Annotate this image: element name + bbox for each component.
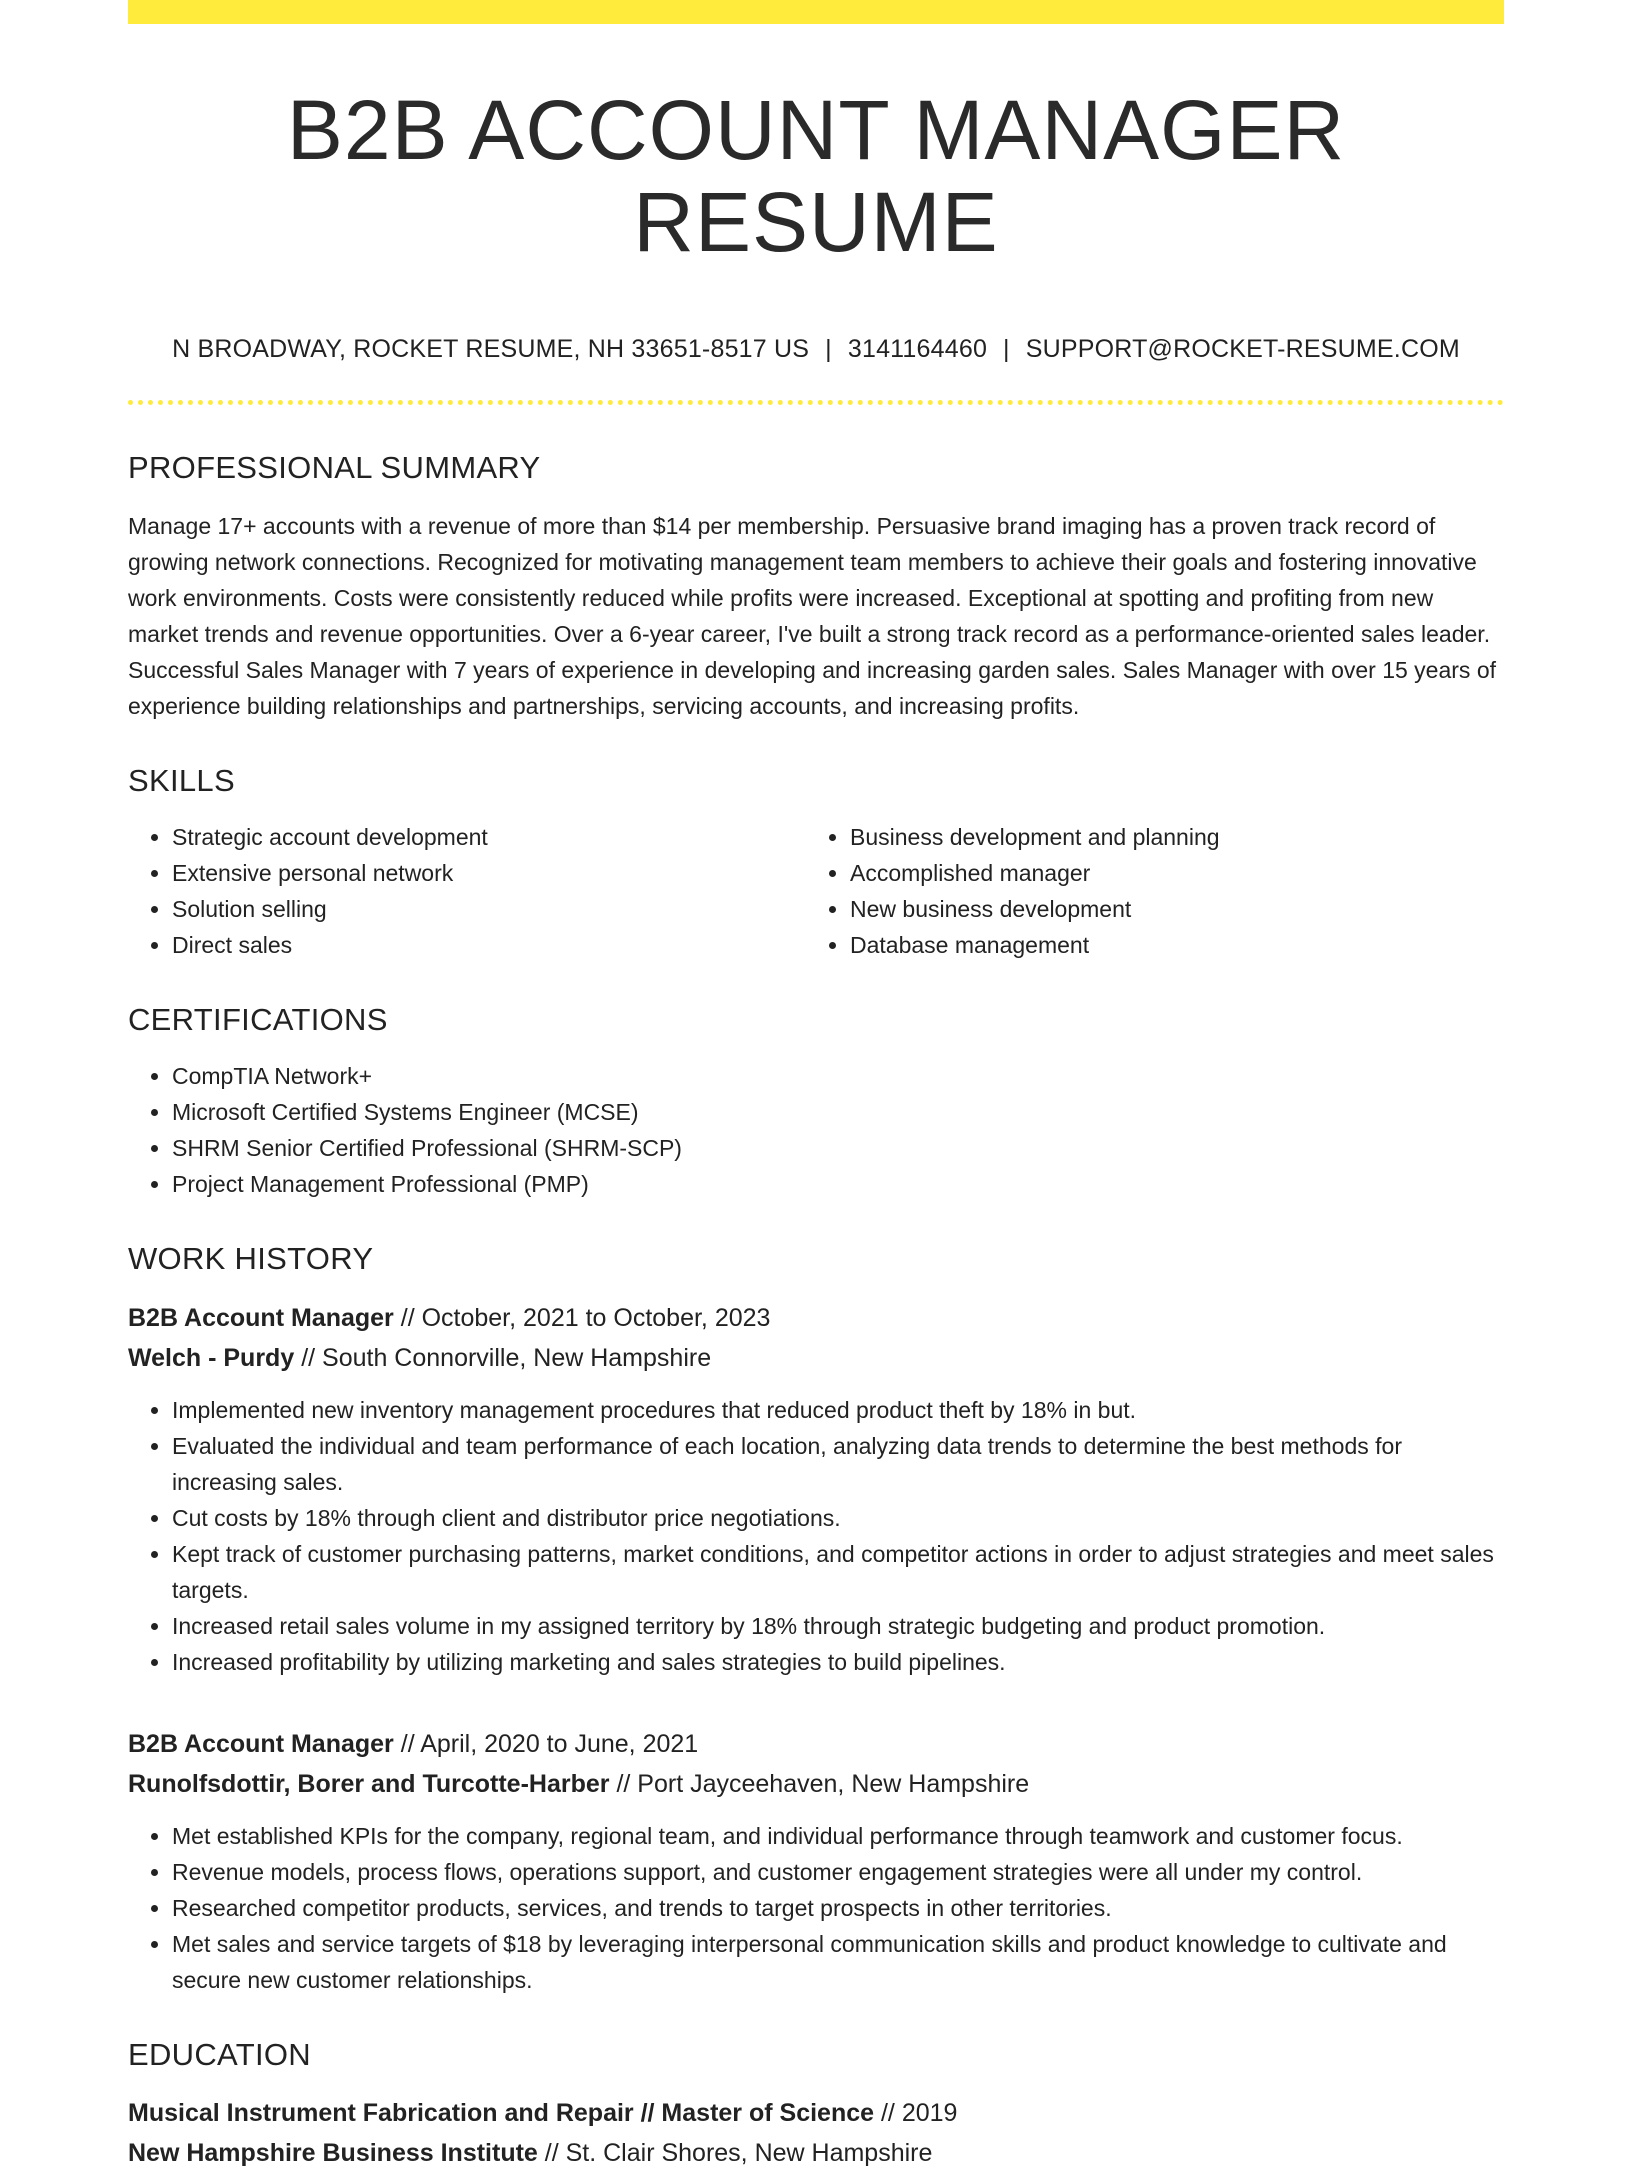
education-degree-line [128,2093,1504,2133]
job-title-line [128,1724,1504,1764]
education-year: // 2019 [874,2098,958,2127]
page-title: B2B ACCOUNT MANAGER RESUME [286,83,1346,270]
skills-column-left [128,819,806,963]
job-bullet: • Met established KPIs for the company, regional team, and individual performance through teamwork and customer focus. [172,1818,1504,1854]
work-history-heading: WORK HISTORY [128,1241,374,1277]
job-title: B2B Account Manager [128,1729,394,1758]
job-bullet: • Revenue models, process flows, operations support, and customer engagement strategies were all under my control. [172,1854,1504,1890]
certifications-list [128,1058,1504,1202]
certifications-heading: CERTIFICATIONS [128,1002,388,1038]
resume-page [128,0,1504,2173]
skill-item: • Direct sales [172,927,806,963]
job-bullet: • Kept track of customer purchasing patterns, market conditions, and competitor actions in order to adjust strategies and meet sales targets. [172,1536,1504,1608]
skills-heading: SKILLS [128,762,235,798]
job-company-line [128,1764,1504,1804]
education-school: New Hampshire Business Institute [128,2138,538,2167]
summary-text: Manage 17+ accounts with a revenue of more than $14 per membership. Persuasive brand imaging has a proven track record of growing network connections. Recognized for motivating management team members to achieve their goals and fostering innovative work environments. Costs were consistently reduced while profits were increased. Exceptional at spotting and profiting from new market trends and revenue opportunities. Over a 6-year career, I've built a strong track record as a performance-oriented sales leader. Successful Sales Manager with 7 years of experience in developing and increasing garden sales. Sales Manager with over 15 years of experience building relationships and partnerships, servicing accounts, and increasing profits. [128,512,1496,719]
skill-item: • Accomplished manager [850,855,1484,891]
job-bullet: • Evaluated the individual and team performance of each location, analyzing data trends to determine the best methods for increasing sales. [172,1428,1504,1500]
contact-email: SUPPORT@ROCKET-RESUME.COM [1025,334,1460,363]
skill-item: • New business development [850,891,1484,927]
education-entry [128,2093,1504,2173]
job-title-line [128,1298,1504,1338]
job-location: // Port Jayceehaven, New Hampshire [609,1769,1030,1798]
job-bullet: • Cut costs by 18% through client and distributor price negotiations. [172,1500,1504,1536]
job-location: // South Connorville, New Hampshire [294,1343,712,1372]
job-bullet: • Increased profitability by utilizing marketing and sales strategies to build pipelines. [172,1644,1504,1680]
dotted-divider [128,400,1504,405]
skill-item: • Business development and planning [850,819,1484,855]
certification-item: • Project Management Professional (PMP) [172,1166,1504,1202]
skill-item: • Strategic account development [172,819,806,855]
skill-item: • Database management [850,927,1484,963]
job-entry [128,1724,1504,1998]
contact-separator: | [1003,334,1010,363]
contact-line [128,335,1504,364]
skills-list [128,819,1504,963]
job-bullet-list [128,1818,1504,1998]
job-dates: // October, 2021 to October, 2023 [393,1303,771,1332]
job-dates: // April, 2020 to June, 2021 [393,1729,699,1758]
certification-item: • SHRM Senior Certified Professional (SHRM-SCP) [172,1130,1504,1166]
job-company: Welch - Purdy [128,1343,295,1372]
education-school-line [128,2133,1504,2173]
education-heading: EDUCATION [128,2036,311,2072]
job-bullet: • Researched competitor products, services, and trends to target prospects in other territories. [172,1890,1504,1926]
job-bullet: • Increased retail sales volume in my assigned territory by 18% through strategic budgeting and product promotion. [172,1608,1504,1644]
skill-item: • Extensive personal network [172,855,806,891]
certification-item: • Microsoft Certified Systems Engineer (MCSE) [172,1094,1504,1130]
job-company-line [128,1338,1504,1378]
education-location: // St. Clair Shores, New Hampshire [537,2138,933,2167]
skills-column-right [806,819,1484,963]
contact-separator: | [825,334,832,363]
job-entry [128,1298,1504,1680]
skill-item: • Solution selling [172,891,806,927]
job-company: Runolfsdottir, Borer and Turcotte-Harber [128,1769,610,1798]
education-degree: Musical Instrument Fabrication and Repair // Master of Science [128,2098,875,2127]
job-title: B2B Account Manager [128,1303,394,1332]
summary-heading: PROFESSIONAL SUMMARY [128,449,541,485]
contact-address: N BROADWAY, ROCKET RESUME, NH 33651-8517 US [172,334,810,363]
top-accent-bar [128,0,1504,24]
job-bullet: • Implemented new inventory management procedures that reduced product theft by 18% in but. [172,1392,1504,1428]
job-bullet-list [128,1392,1504,1680]
job-bullet: • Met sales and service targets of $18 by leveraging interpersonal communication skills and product knowledge to cultivate and secure new customer relationships. [172,1926,1504,1998]
contact-phone: 3141164460 [847,334,988,363]
certification-item: • CompTIA Network+ [172,1058,1504,1094]
